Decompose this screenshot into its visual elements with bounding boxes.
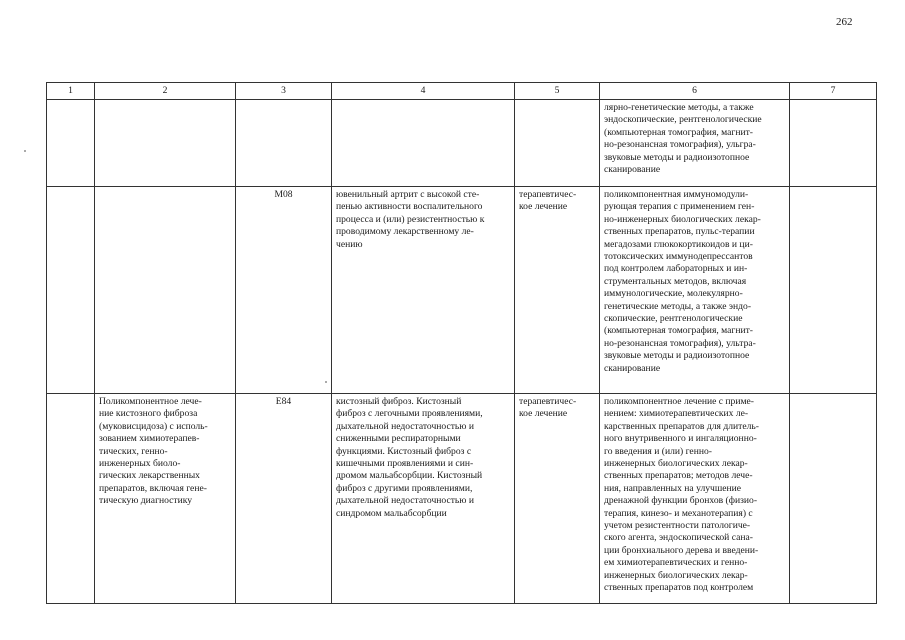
scan-speck xyxy=(24,150,26,152)
text-line: терапевтичес- xyxy=(519,189,577,200)
row1-treatment-type xyxy=(515,100,600,187)
text-line: но-инженерных биологических лекар- xyxy=(604,213,761,225)
text-line: сканирование xyxy=(604,362,661,374)
text-line: ции бронхиального дерева и введени- xyxy=(604,544,759,556)
header-col-6: 6 xyxy=(600,83,790,100)
page-number: 262 xyxy=(836,16,853,28)
text-line: функциями. Кистозный фиброз с xyxy=(336,445,472,457)
text-line: ственных препаратов; методов лече- xyxy=(604,470,753,482)
header-col-5: 5 xyxy=(515,83,600,100)
text-line: терапевтичес- xyxy=(519,396,577,407)
text-line: го введения и (или) генно- xyxy=(604,445,712,457)
table-header-row xyxy=(47,83,877,100)
text-line: фиброз с другими проявлениями, xyxy=(336,482,473,494)
row1-col7 xyxy=(790,100,877,187)
text-line: терапия, кинезо- и механотерапия) с xyxy=(604,507,753,519)
text-line: процесса и (или) резистентностью к xyxy=(336,213,485,225)
row2-treatment-type xyxy=(515,187,600,394)
text-line: звуковые методы и радиоизотопное xyxy=(604,151,750,163)
text-line: звуковые методы и радиоизотопное xyxy=(604,350,750,362)
text-line: струментальных методов, включая xyxy=(604,275,747,287)
header-col-4: 4 xyxy=(332,83,515,100)
row3-treatment-type xyxy=(515,394,600,604)
header-col-3: 3 xyxy=(236,83,332,100)
text-line: ственных препаратов, пульс-терапии xyxy=(604,226,755,238)
text-line: (компьютерная томография, магнит- xyxy=(604,126,754,138)
text-line: тическую диагностику xyxy=(99,495,193,507)
text-line: зованием химиотерапев- xyxy=(99,433,200,445)
text-line: ного внутривенного и ингаляционно- xyxy=(604,433,757,445)
text-line: чению xyxy=(336,238,363,250)
text-line: ния, направленных на улучшение xyxy=(604,482,742,494)
text-line: карственных препаратов для длитель- xyxy=(604,420,759,432)
row1-code xyxy=(236,100,332,187)
text-line: кое лечение xyxy=(519,408,568,420)
text-line: сниженными респираторными xyxy=(336,433,461,445)
text-line: (муковисцидоза) с исполь- xyxy=(99,420,208,432)
row3-col2 xyxy=(95,394,236,604)
text-line: препаратов, включая гене- xyxy=(99,482,207,494)
text-line: поликомпонентное лечение с приме- xyxy=(604,396,755,407)
row2-col7 xyxy=(790,187,877,394)
text-line: поликомпонентная иммуномодули- xyxy=(604,189,749,200)
procedures-table xyxy=(46,82,877,604)
text-line: ние кистозного фиброза xyxy=(99,408,198,420)
row2-code: M08 xyxy=(236,187,332,394)
header-col-7: 7 xyxy=(790,83,877,100)
text-line: тических, генно- xyxy=(99,445,168,457)
text-line: рующая терапия с применением ген- xyxy=(604,201,755,213)
row3-method xyxy=(600,394,790,604)
text-line: инженерных биоло- xyxy=(99,458,181,470)
text-line: дыхательной недостаточностью и xyxy=(336,495,474,507)
row3-disease xyxy=(332,394,515,604)
text-line: но-резонансная томография), ультра- xyxy=(604,337,756,349)
text-line: нением: химиотерапевтических ле- xyxy=(604,408,749,420)
row3-col7 xyxy=(790,394,877,604)
text-line: гических лекарственных xyxy=(99,470,200,482)
text-line: генетические методы, а также эндо- xyxy=(604,300,752,312)
text-line: эндоскопические, рентгенологические xyxy=(604,114,762,126)
row2-disease xyxy=(332,187,515,394)
text-line: синдромом мальабсорбции xyxy=(336,507,447,519)
text-line: инженерных биологических лекар- xyxy=(604,458,748,470)
text-line: ского агента, эндоскопической сана- xyxy=(604,532,753,544)
row1-method xyxy=(600,100,790,187)
text-line: учетом резистентности патологиче- xyxy=(604,520,751,532)
text-line: под контролем лабораторных и ин- xyxy=(604,263,748,275)
text-line: кистозный фиброз. Кистозный xyxy=(336,396,462,407)
text-line: ем химиотерапевтических и генно- xyxy=(604,557,748,569)
row1-col2 xyxy=(95,100,236,187)
row1-disease xyxy=(332,100,515,187)
text-line: скопические, рентгенологические xyxy=(604,313,743,325)
row2-col1 xyxy=(47,187,95,394)
row3-col1 xyxy=(47,394,95,604)
row2-col2 xyxy=(95,187,236,394)
text-line: кишечными проявлениями и син- xyxy=(336,458,474,470)
row3-code: E84 xyxy=(236,394,332,604)
row1-col1 xyxy=(47,100,95,187)
text-line: но-резонансная томография), ульгра- xyxy=(604,139,756,151)
header-col-1: 1 xyxy=(47,83,95,100)
text-line: иммунологические, молекулярно- xyxy=(604,288,743,300)
text-line: Поликомпонентное лече- xyxy=(99,396,202,407)
text-line: (компьютерная томография, магнит- xyxy=(604,325,754,337)
text-line: кое лечение xyxy=(519,201,568,213)
text-line: лярно-генетические методы, а также xyxy=(604,102,754,113)
text-line: проводимому лекарственному ле- xyxy=(336,226,474,238)
text-line: ственных препаратов под контролем xyxy=(604,582,754,594)
text-line: мегадозами глюкокортикоидов и ци- xyxy=(604,238,753,250)
text-line: дренажной функции бронхов (физио- xyxy=(604,495,758,507)
text-line: инженерных биологических лекар- xyxy=(604,569,748,581)
text-line: фиброз с легочными проявлениями, xyxy=(336,408,483,420)
header-col-2: 2 xyxy=(95,83,236,100)
text-line: ювенильный артрит с высокой сте- xyxy=(336,189,480,200)
text-line: пенью активности воспалительного xyxy=(336,201,483,213)
row2-method xyxy=(600,187,790,394)
text-line: дромом мальабсорбции. Кистозный xyxy=(336,470,483,482)
text-line: сканирование xyxy=(604,164,661,176)
text-line: тотоксических иммунодепрессантов xyxy=(604,251,753,263)
scan-speck xyxy=(325,381,327,383)
text-line: дыхательной недостаточностью и xyxy=(336,420,474,432)
